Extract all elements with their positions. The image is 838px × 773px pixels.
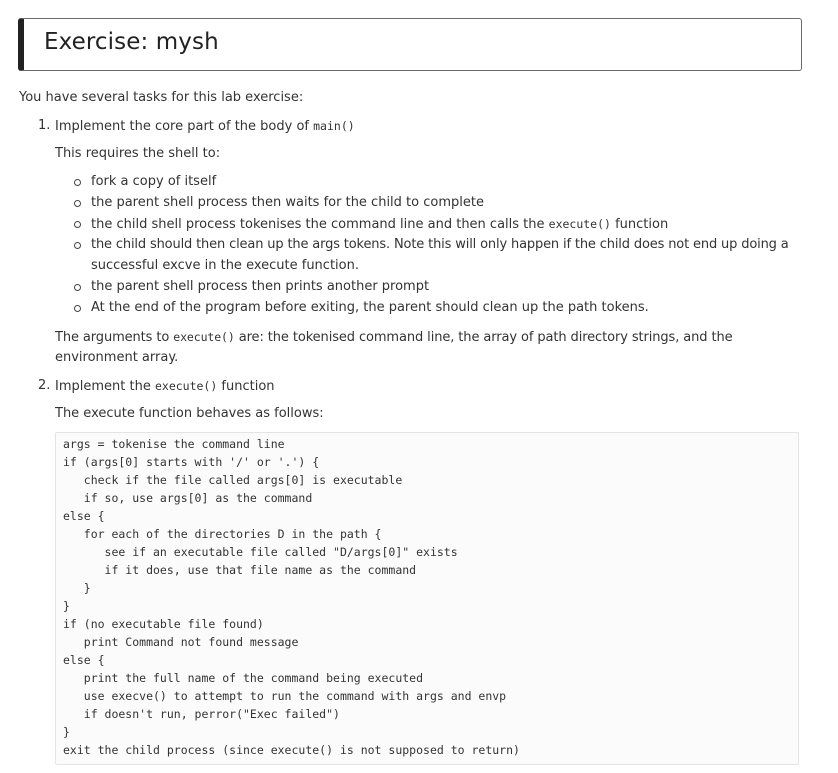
code-line: else { bbox=[63, 653, 105, 667]
arguments-text-pre: The arguments to bbox=[55, 330, 174, 345]
bullet-marker bbox=[74, 179, 81, 186]
arguments-text-line-2: environment array. bbox=[55, 350, 179, 365]
task-2-heading bbox=[55, 377, 275, 396]
code-line: if so, use args[0] as the command bbox=[63, 491, 313, 505]
task-2-heading-pre: Implement the bbox=[55, 379, 155, 394]
code-line: } bbox=[63, 599, 70, 613]
task-2-number: 2. bbox=[38, 378, 51, 393]
bullet-item-4: the child should then clean up the args tokens. Note this will only happen if the child does not end up doing a bbox=[91, 237, 789, 252]
code-line: args = tokenise the command line bbox=[63, 437, 285, 451]
bullet-item-1: fork a copy of itself bbox=[91, 174, 217, 189]
arguments-text-line-1 bbox=[55, 328, 733, 347]
task-1-heading-text: Implement the core part of the body of bbox=[55, 119, 314, 134]
code-line: else { bbox=[63, 509, 105, 523]
arguments-text-post: are: the tokenised command line, the array of path directory strings, and the bbox=[234, 330, 733, 345]
code-line: print the full name of the command being executed bbox=[63, 671, 424, 685]
code-line: for each of the directories D in the path { bbox=[63, 527, 382, 541]
bullet-marker bbox=[74, 221, 81, 228]
bullet-marker bbox=[74, 200, 81, 207]
bullet-item-4-continuation: successful excve in the execute function. bbox=[91, 258, 359, 273]
task-1-number: 1. bbox=[38, 118, 51, 133]
task-1-requires-text: This requires the shell to: bbox=[55, 146, 221, 161]
task-1-heading-code: main() bbox=[313, 119, 355, 133]
code-line: } bbox=[63, 581, 91, 595]
bullet-item-5: the parent shell process then prints another prompt bbox=[91, 279, 430, 294]
task-1-heading bbox=[55, 117, 355, 136]
bullet-item-3 bbox=[91, 215, 668, 234]
code-line: check if the file called args[0] is executable bbox=[63, 473, 403, 487]
code-line: } bbox=[63, 725, 70, 739]
page-title: Exercise: mysh bbox=[44, 29, 219, 55]
code-line: if doesn't run, perror("Exec failed") bbox=[63, 707, 340, 721]
code-line: if it does, use that file name as the command bbox=[63, 563, 417, 577]
bullet-marker bbox=[74, 305, 81, 312]
code-line: print Command not found message bbox=[63, 635, 299, 649]
bullet-item-6: At the end of the program before exiting, the parent should clean up the path tokens. bbox=[91, 300, 649, 315]
bullet-item-3-tail: function bbox=[610, 217, 669, 232]
task-2-heading-post: function bbox=[217, 379, 275, 394]
code-line: if (args[0] starts with '/' or '.') { bbox=[63, 455, 320, 469]
bullet-item-3-text: the child shell process tokenises the command line and then calls the bbox=[91, 217, 549, 232]
bullet-item-2: the parent shell process then waits for the child to complete bbox=[91, 195, 484, 210]
bullet-marker bbox=[74, 284, 81, 291]
bullet-marker bbox=[74, 242, 81, 249]
intro-text: You have several tasks for this lab exercise: bbox=[19, 90, 304, 105]
code-line: use execve() to attempt to run the command with args and envp bbox=[63, 689, 507, 703]
arguments-code: execute() bbox=[173, 330, 235, 344]
code-line: if (no executable file found) bbox=[63, 617, 264, 631]
code-line: exit the child process (since execute() is not supposed to return) bbox=[63, 743, 520, 757]
task-2-heading-code: execute() bbox=[154, 379, 218, 393]
bullet-item-3-code: execute() bbox=[548, 217, 611, 231]
task-2-behaves-text: The execute function behaves as follows: bbox=[55, 406, 324, 421]
code-line: see if an executable file called "D/args[0]" exists bbox=[63, 545, 458, 559]
exercise-title-box bbox=[18, 18, 802, 71]
